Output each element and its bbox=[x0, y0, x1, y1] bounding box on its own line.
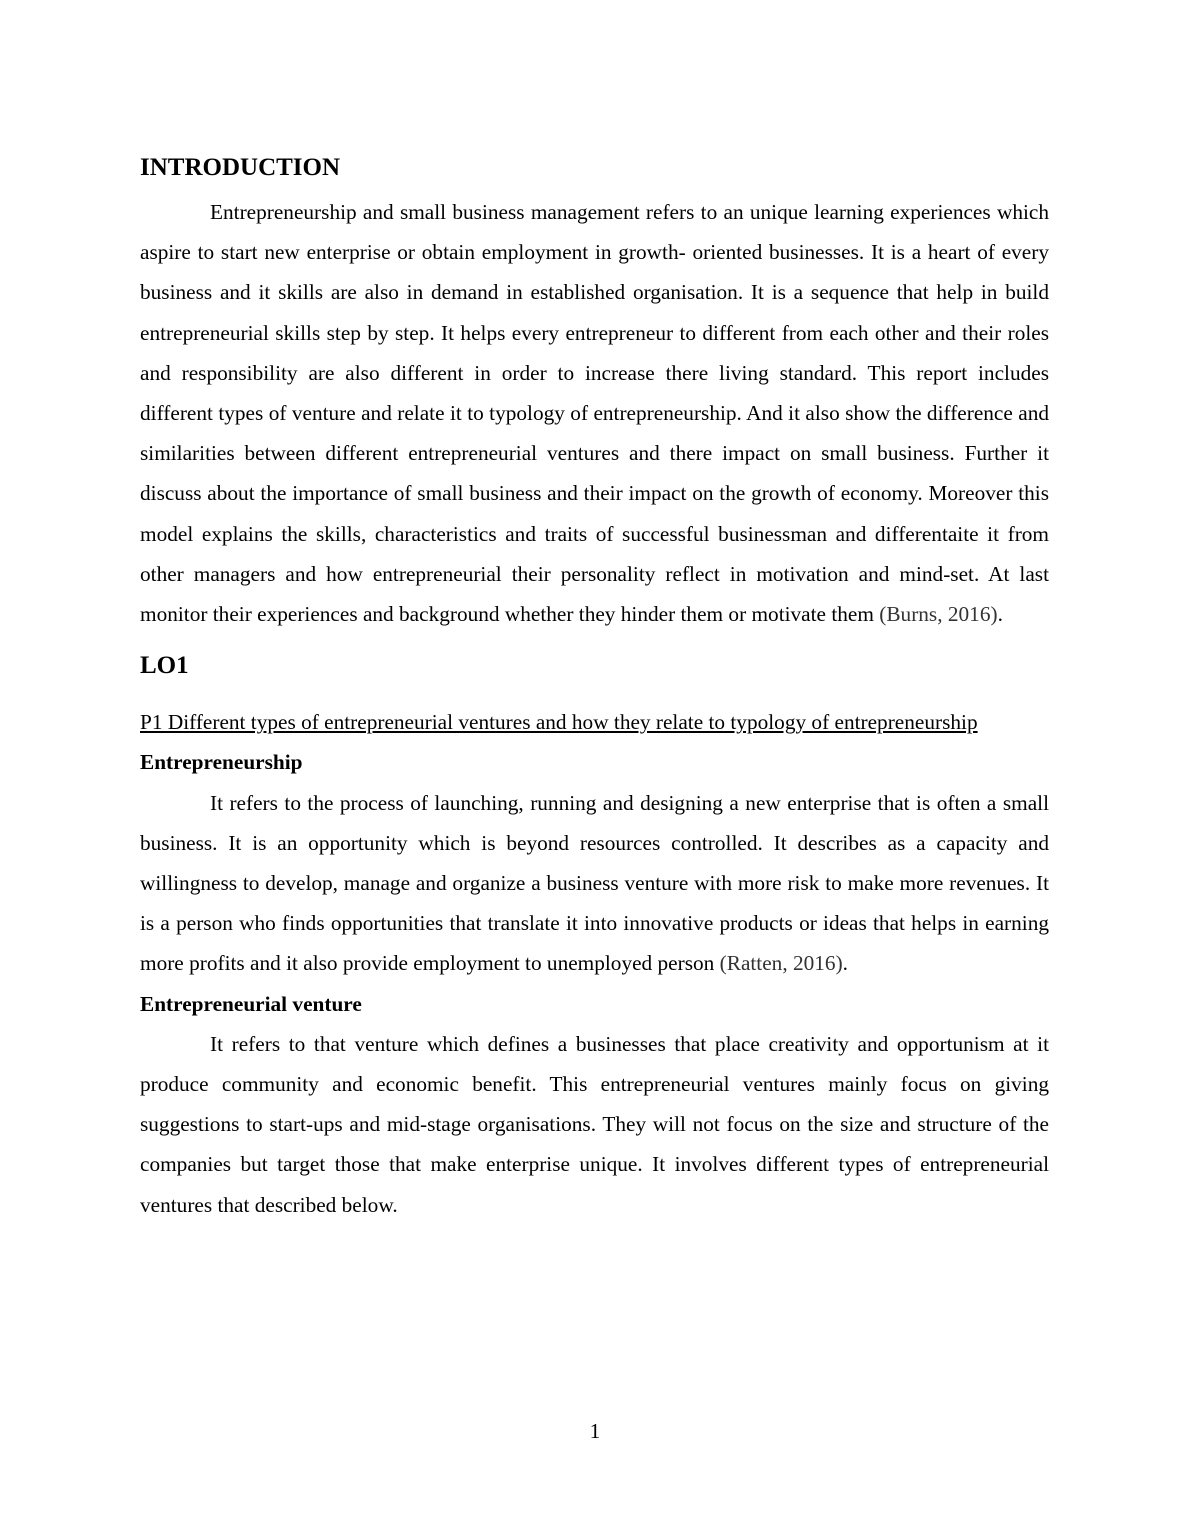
entrepreneurial-venture-paragraph: It refers to that venture which defines a businesses that place creativity and opportunism at it produce community and economic benefit. This entrepreneurial ventures mainly focus on giving suggestions to start-ups and mid-stage organisations. They will not focus on the size and structure of the companies but target those that make enterprise unique. It involves different types of entrepreneurial ventures that described below. bbox=[140, 1031, 1049, 1217]
introduction-citation: (Burns, 2016) bbox=[879, 602, 998, 627]
entrepreneurship-heading: Entrepreneurship bbox=[140, 750, 303, 775]
p1-title: P1 Different types of entrepreneurial ventures and how they relate to typology of entrepreneurship bbox=[140, 710, 978, 735]
entrepreneurship-paragraph bbox=[140, 783, 1049, 984]
entrepreneurship-citation: (Ratten, 2016) bbox=[719, 951, 843, 976]
entrepreneurship-text: It refers to the process of launching, running and designing a new enterprise that is often a small business. It is an opportunity which is beyond resources controlled. It describes as a capacity and willingness to develop, manage and organize a business venture with more risk to make more revenues. It is a person who finds opportunities that translate it into innovative products or ideas that helps in earning more profits and it also provide employment to unemployed person bbox=[140, 790, 1049, 976]
entrepreneurship-end: . bbox=[842, 951, 848, 976]
entrepreneurial-venture-heading: Entrepreneurial venture bbox=[140, 991, 362, 1016]
introduction-heading: INTRODUCTION bbox=[140, 154, 341, 181]
introduction-paragraph bbox=[140, 192, 1049, 634]
introduction-end: . bbox=[997, 602, 1003, 627]
document-page bbox=[140, 148, 1049, 1225]
introduction-text: Entrepreneurship and small business management refers to an unique learning experiences which aspire to start new enterprise or obtain employment in growth- oriented businesses. It is a heart of every business and it skills are also in demand in established organisation. It is a sequence that help in build entrepreneurial skills step by step. It helps every entrepreneur to different from each other and their roles and responsibility are also different in order to increase there living standard. This report includes different types of venture and relate it to typology of entrepreneurship. And it also show the difference and similarities between different entrepreneurial ventures and there impact on small business. Further it discuss about the importance of small business and their impact on the growth of economy. Moreover this model explains the skills, characteristics and traits of successful businessman and differentaite it from other managers and how entrepreneurial their personality reflect in motivation and mind-set. At last monitor their experiences and background whether they hinder them or motivate them bbox=[140, 200, 1049, 627]
page-number: 1 bbox=[589, 1419, 601, 1443]
lo1-heading: LO1 bbox=[140, 652, 189, 680]
p1-title-block bbox=[140, 702, 1049, 742]
